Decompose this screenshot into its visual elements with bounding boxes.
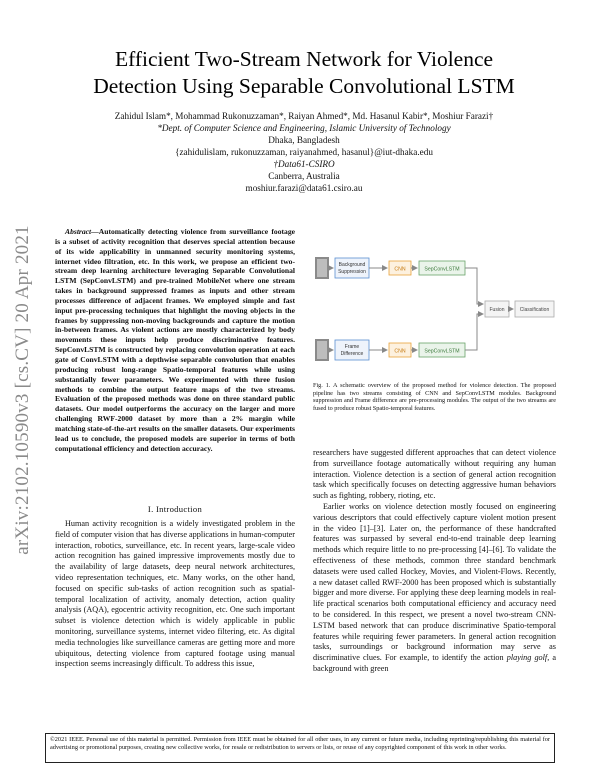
col2-paragraph-2-tail: , a background with green bbox=[313, 653, 556, 673]
arxiv-identifier bbox=[6, 200, 40, 580]
title-line-1: Efficient Two-Stream Network for Violence bbox=[114, 47, 494, 71]
affiliation-2: †Data61-CSIRO bbox=[273, 159, 335, 169]
abstract-text: —Automatically detecting violence from surveillance footage is a subset of activity recognition that deserves special attention because of its wide applicability in unmanned security monitoring systems, internet video filtration, etc. In this work, we propose an efficient two-stream deep learning architecture leveraging Separable Convolutional LSTM (SepConvLSTM) and pre-trained MobileNet where one stream takes in background suppressed frames as inputs and other stream processes difference of adjacent frames. We employed simple and fast input pre-processing techniques that highlight the moving objects in the frames by suppressing non-moving backgrounds and capture the motion in-between frames. As violent actions are mostly characterized by body movements these inputs help produce discriminative features. SepConvLSTM is constructed by replacing convolution operation at each gate of ConvLSTM with a depthwise separable convolution that enables producing robust long-range Spatio-temporal features while using substantially fewer parameters. We experimented with three fusion methods to combine the output feature maps of the two streams. Evaluation of the proposed methods was done on three standard public datasets. Our model outperforms the accuracy on the larger and more challenging RWF-2000 dataset by more than a 2% margin while matching state-of-the-art results on the smaller datasets. Our experiments lead us to conclude, the proposed models are superior in terms of both computational efficiency and detection accuracy. bbox=[55, 227, 295, 453]
figure-1 bbox=[313, 252, 556, 372]
background-suppression-box bbox=[335, 258, 369, 278]
col2-paragraph-2 bbox=[313, 502, 556, 675]
paper-title bbox=[60, 46, 548, 100]
author-names: Zahidul Islam*, Mohammad Rukonuzzaman*, Raiyan Ahmed*, Md. Hasanul Kabir*, Moshiur Farazi† bbox=[114, 111, 494, 121]
classification-label: Classification bbox=[519, 307, 550, 313]
bg-label-1: Background bbox=[338, 262, 366, 268]
cnn-label-top: CNN bbox=[394, 266, 406, 273]
copyright-notice: ©2021 IEEE. Personal use of this material is permitted. Permission from IEEE must be obtained for all other uses, in any current or future media, including reprinting/republishing this material for advertising or promotional purposes, creating new collective works, for resale or redistribution to servers or lists, or reuse of any copyrighted component of this work in other works. bbox=[45, 733, 555, 763]
frame-difference-box bbox=[335, 340, 369, 360]
emails-1: {zahidulislam, rukonuzzaman, raiyanahmed, hasanul}@iut-dhaka.edu bbox=[175, 147, 433, 157]
title-line-2: Detection Using Separable Convolutional LSTM bbox=[93, 74, 515, 98]
right-column-body bbox=[313, 448, 556, 675]
cnn-label-bottom: CNN bbox=[394, 348, 406, 355]
section-heading-introduction: I. Introduction bbox=[147, 504, 203, 514]
affiliation-1-city: Dhaka, Bangladesh bbox=[268, 135, 340, 145]
col2-paragraph-2-text: Earlier works on violence detection mostly focused on engineering various descriptors that could effectively capture violent motion present in the video [1]–[3]. Later on, the performance of these handcrafted features was surpassed by several end-to-end trainable deep learning methods which require little to no pre-processing [4]–[6]. To validate the effectiveness of these methods, common three standard benchmark datasets were used called Hockey, Movies, and Violent-Flows. Recently, a new dataset called RWF-2000 has been proposed which is substantially bigger and more diverse. For applying these deep learning models in real-life practical scenarios both computational efficiency and accuracy need to be considered. In this respect, we present a novel two-stream CNN-LSTM based network that can produce discriminative Spatio-temporal features while requiring fewer parameters. In general action recognition tasks, surroundings or background information may serve as discriminative clues. For example, to identify the action bbox=[313, 501, 556, 663]
pipeline-diagram bbox=[313, 252, 556, 372]
bg-label-2: Suppression bbox=[338, 269, 366, 275]
sepconvlstm-label-top: SepConvLSTM bbox=[424, 266, 460, 273]
col2-paragraph-1: researchers have suggested different approaches that can detect violence from surveillance footage automatically without requiring any human interaction. Violence detection is a section of general action recognition task which specifically focuses on detecting aggressive human behaviors such as fighting, robbery, rioting, etc. bbox=[313, 448, 556, 501]
col2-paragraph-2-italic: playing golf bbox=[506, 653, 548, 663]
affiliation-2-city: Canberra, Australia bbox=[268, 171, 340, 181]
abstract-label: Abstract bbox=[65, 227, 92, 236]
affiliation-1: *Dept. of Computer Science and Engineering, Islamic University of Technology bbox=[157, 123, 451, 133]
figure-1-caption: Fig. 1. A schematic overview of the proposed method for violence detection. The proposed pipeline has two streams consisting of CNN and SepConvLSTM modules. Background suppression and Frame difference are pre-processing modules. The output of the two streams are fused to produce robust Spatio-temporal features. bbox=[313, 382, 556, 412]
sepconvlstm-label-bottom: SepConvLSTM bbox=[424, 348, 460, 355]
arxiv-identifier-text: arXiv:2102.10590v3 [cs.CV] 20 Apr 2021 bbox=[12, 225, 33, 555]
email-2: moshiur.farazi@data61.csiro.au bbox=[245, 183, 363, 193]
author-block bbox=[40, 110, 568, 194]
fd-label-1: Frame bbox=[344, 344, 360, 350]
abstract bbox=[55, 227, 295, 453]
intro-paragraph-1: Human activity recognition is a widely investigated problem in the field of computer vision that has diverse applications in human-computer interaction, robotics, surveillance, etc. In recent years, large-scale video action recognition has gained impressive improvements mostly due to the availability of large datasets, deep neural network architectures, video representation techniques, etc. Many works, on the other hand, focused on specific sub-tasks of action recognition such as spatial-temporal localization of activity, anomaly detection, action quality analysis (AQA), egocentric activity recognition, etc. One such important subset is violence detection which is widely applicable in public monitoring, surveillance systems, internet video filtering, etc. As digital media technologies like surveillance cameras are getting more and more ubiquitous, detecting violence from captured footage using manual inspection seems increasingly difficult. To address this issue, bbox=[55, 519, 295, 669]
fd-label-2: Difference bbox=[340, 351, 364, 357]
fusion-label: Fusion bbox=[489, 307, 505, 313]
